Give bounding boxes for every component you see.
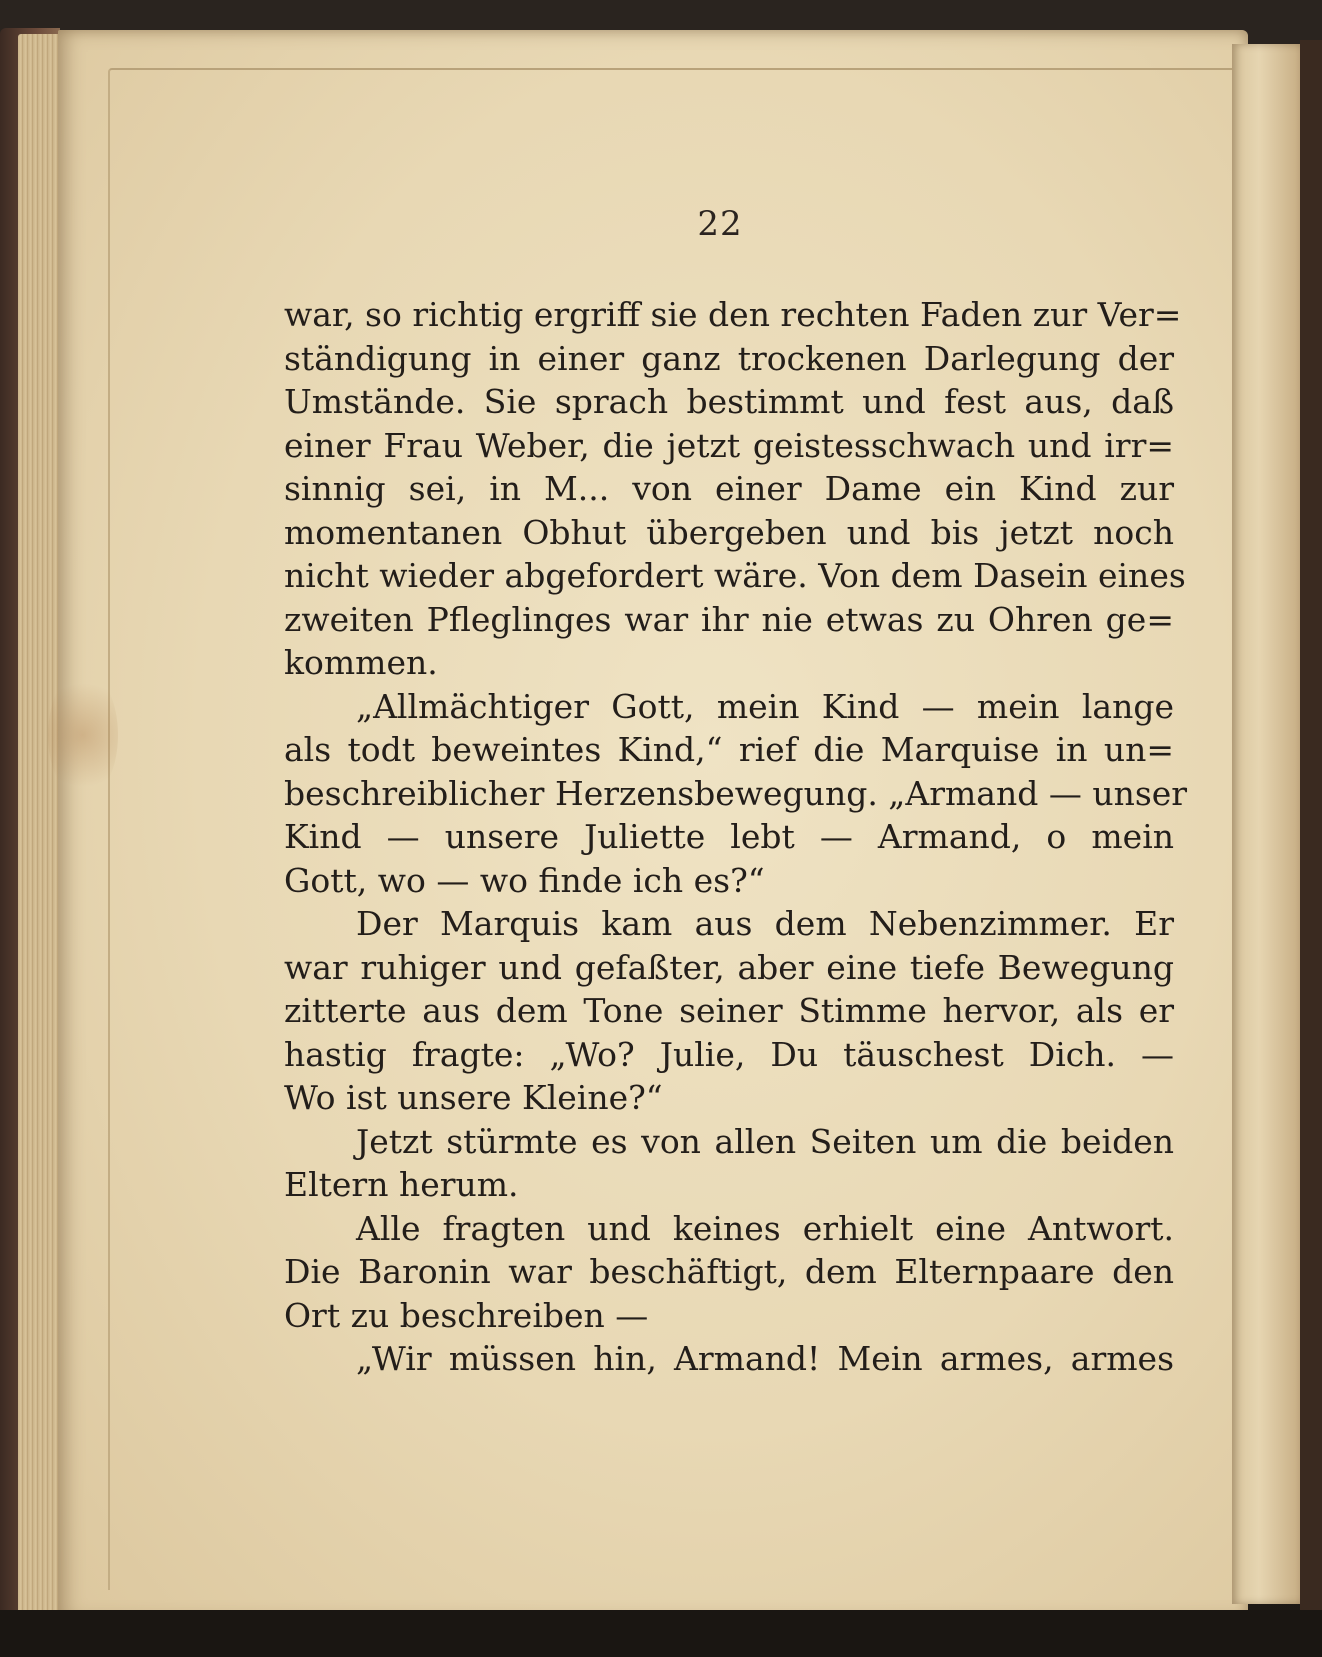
text-line: nicht wieder abgefordert wäre. Von dem Dasein eines <box>284 556 1186 595</box>
text-line: war, so richtig ergriff sie den rechten Faden zur Ver= <box>284 295 1182 334</box>
stain-mark <box>48 670 118 800</box>
text-line: „Allmächtiger Gott, mein Kind — mein lange <box>356 686 1174 726</box>
text-line: zweiten Pfleglinges war ihr nie etwas zu Ohren ge= <box>284 599 1174 639</box>
text-line: Gott, wo — wo finde ich es?“ <box>284 860 765 900</box>
text-line: als todt beweintes Kind,“ rief die Marquise in un= <box>284 730 1174 769</box>
text-line: ständigung in einer ganz trockenen Darlegung der <box>284 338 1174 378</box>
text-line: Kind — unsere Juliette lebt — Armand, o mein <box>284 817 1174 856</box>
text-line: Wo ist unsere Kleine?“ <box>284 1078 663 1117</box>
text-line: Alle fragten und keines erhielt eine Antwort. <box>356 1208 1174 1248</box>
text-line: kommen. <box>284 643 438 682</box>
text-line: zitterte aus dem Tone seiner Stimme hervor, als er <box>284 991 1174 1030</box>
text-line: sinnig sei, in M... von einer Dame ein Kind zur <box>284 469 1174 508</box>
text-line: momentanen Obhut übergeben und bis jetzt noch <box>284 512 1174 552</box>
text-line: Umstände. Sie sprach bestimmt und fest aus, daß <box>284 382 1174 421</box>
scan-bottom-edge <box>0 1610 1322 1657</box>
body-text <box>284 293 1188 1381</box>
text-line: beschreiblicher Herzensbewegung. „Armand — unser <box>284 773 1188 813</box>
text-line: Ort zu beschreiben — <box>284 1295 649 1335</box>
page-number: 22 <box>697 204 743 244</box>
text-line: war ruhiger und gefaßter, aber eine tiefe Bewegung <box>284 947 1174 987</box>
text-line: Eltern herum. <box>284 1165 519 1204</box>
text-line: einer Frau Weber, die jetzt geistesschwach und irr= <box>284 425 1174 465</box>
text-line: hastig fragte: „Wo? Julie, Du täuschest Dich. — <box>284 1034 1174 1074</box>
text-line: Jetzt stürmte es von allen Seiten um die beiden <box>356 1121 1174 1161</box>
text-line: Der Marquis kam aus dem Nebenzimmer. Er <box>356 904 1174 943</box>
book-cover-right <box>1300 40 1322 1610</box>
text-line: Die Baronin war beschäftigt, dem Elternpaare den <box>284 1252 1174 1291</box>
text-line: „Wir müssen hin, Armand! Mein armes, armes <box>356 1339 1174 1378</box>
